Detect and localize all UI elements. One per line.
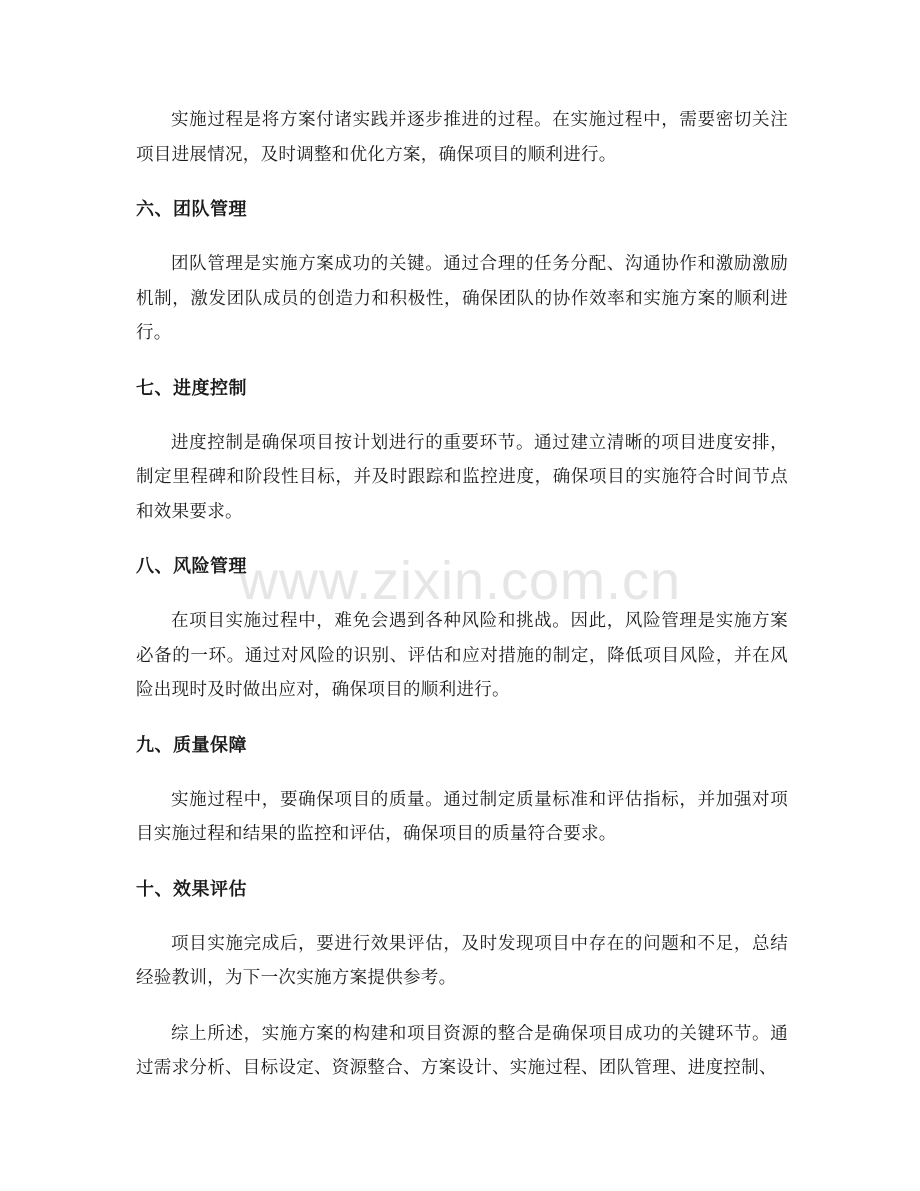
watermark: www.zixin.com.cn (238, 551, 682, 611)
heading-risk-management: 八、风险管理 (136, 556, 247, 577)
paragraph-risk-management: 在项目实施过程中，难免会遇到各种风险和挑战。因此，风险管理是实施方案必备的一环。通过对风险的识别、评估和应对措施的制定，降低项目风险，并在风险出现时及时做出应对，确保项目的顺利进行。 (136, 611, 788, 700)
paragraph-summary: 综上所述，实施方案的构建和项目资源的整合是确保项目成功的关键环节。通过需求分析、目标设定、资源整合、方案设计、实施过程、团队管理、进度控制、 (136, 1023, 788, 1078)
heading-effect-evaluation: 十、效果评估 (136, 878, 247, 900)
document-body (136, 103, 788, 1086)
paragraph-effect-evaluation: 项目实施完成后，要进行效果评估，及时发现项目中存在的问题和不足，总结经验教训，为下一次实施方案提供参考。 (136, 933, 788, 988)
heading-quality-assurance: 九、质量保障 (136, 734, 247, 756)
heading-team-management: 六、团队管理 (136, 199, 247, 220)
heading-progress-control: 七、进度控制 (136, 377, 247, 399)
paragraph-progress-control: 进度控制是确保项目按计划进行的重要环节。通过建立清晰的项目进度安排，制定里程碑和阶段性目标，并及时跟踪和监控进度，确保项目的实施符合时间节点和效果要求。 (136, 432, 788, 522)
paragraph-team-management: 团队管理是实施方案成功的关键。通过合理的任务分配、沟通协作和激励激励机制，激发团队成员的创造力和积极性，确保团队的协作效率和实施方案的顺利进行。 (136, 254, 788, 343)
paragraph-implementation: 实施过程是将方案付诸实践并逐步推进的过程。在实施过程中，需要密切关注项目进展情况，及时调整和优化方案，确保项目的顺利进行。 (136, 110, 788, 165)
paragraph-quality-assurance: 实施过程中，要确保项目的质量。通过制定质量标准和评估指标，并加强对项目实施过程和结果的监控和评估，确保项目的质量符合要求。 (136, 789, 788, 844)
